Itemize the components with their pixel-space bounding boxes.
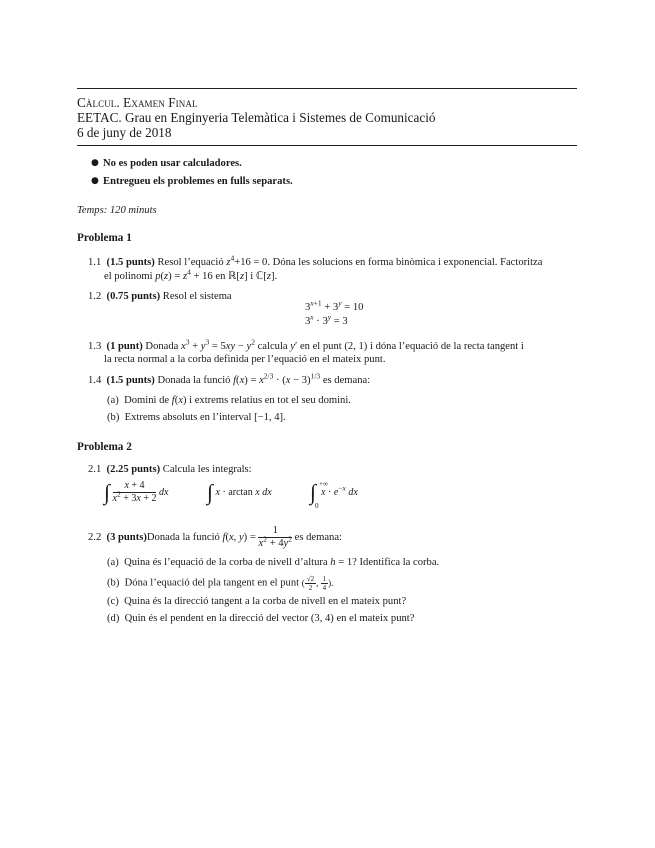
item-text: .: [283, 412, 286, 423]
item-label: (b): [107, 412, 120, 423]
math: $p(z) = z^4 + 16$: [155, 267, 213, 282]
item-text: Dóna l’equació del pla tangent en el punt: [124, 577, 300, 589]
math: (2, 1): [344, 341, 368, 352]
item-label: (c): [107, 596, 119, 607]
question-points: (1 punt): [106, 341, 143, 352]
item-text: Domini de: [124, 395, 170, 406]
item-label: (d): [107, 613, 120, 624]
item-text: en el mateix punt?: [336, 613, 415, 624]
question-text: Donada la funció: [146, 531, 220, 543]
question-2-2-b: [107, 575, 333, 592]
instruction-item: No es poden usar calculadores.: [103, 158, 242, 169]
item-text: Quina és l’equació de la corba de nivell d’altura: [124, 557, 328, 568]
question-text: Calcula les integrals:: [162, 464, 252, 475]
integral-sign-icon: ∫: [310, 479, 317, 505]
question-number: 1.3: [88, 341, 102, 352]
school-line: EETAC. Grau en Enginyeria Telemàtica i Sistemes de Comunicació: [77, 110, 436, 125]
question-1-2: [88, 290, 232, 303]
time-limit: Temps: 120 minuts: [77, 205, 157, 216]
math: $z^4+16 = 0$.: [226, 253, 271, 268]
question-1-3: [88, 337, 524, 353]
math: $f(x) = x^{2/3} \cdot (x - 3)^{1/3}$: [233, 371, 321, 386]
item-text: Quin és el pendent en la direcció del vector: [124, 613, 309, 624]
integral-1: ∫ $\frac{x + 4}{x^2 + 3x + 2}$ dx: [104, 479, 169, 505]
math: $x^3 + y^3 = 5xy - y^2$: [181, 337, 255, 352]
question-number: 1.4: [88, 375, 102, 386]
question-text: i: [250, 271, 254, 282]
question-2-1: [88, 463, 252, 476]
question-points: (2.25 punts): [106, 464, 161, 475]
question-text: Dóna les solucions en forma binòmica i exponencial. Factoritza: [272, 257, 543, 268]
exam-date: 6 de juny de 2018: [77, 125, 172, 140]
question-text: Resol el sistema: [162, 291, 232, 302]
math: h = 1: [330, 557, 353, 568]
question-1-3-cont: la recta normal a la corba definida per l’equació en el mateix punt.: [104, 354, 386, 365]
integral-2: ∫ x · arctan x dx: [207, 479, 272, 505]
question-text: es demana:: [294, 531, 342, 543]
math: ℂ[z].: [255, 271, 278, 282]
integral-sign-icon: ∫: [104, 479, 111, 505]
math: ( $\frac{√2}{2}$ , $\frac{1}{4}$ ).: [301, 575, 334, 592]
question-text: el polinomi: [104, 271, 153, 282]
math: y′: [290, 341, 298, 352]
question-text: es demana:: [322, 375, 371, 386]
bullet-icon: ●: [91, 176, 99, 186]
math: f(x): [171, 395, 187, 406]
system-eq-1: $3^{x+1} + 3^y = 10$: [305, 298, 364, 313]
question-number: 2.2: [88, 531, 102, 543]
question-2-2: [88, 525, 342, 550]
question-1-1: [88, 253, 543, 269]
item-label: (b): [107, 577, 120, 589]
top-rule: [77, 88, 577, 89]
question-1-4-a: [107, 394, 351, 407]
instruction-item: Entregueu els problemes en fulls separats.: [103, 176, 293, 187]
question-points: (1.5 punts): [106, 257, 155, 268]
question-points: (1.5 punts): [106, 375, 155, 386]
system-eq-2: $3^x \cdot 3^y = 3$: [305, 312, 348, 327]
math: (3, 4): [310, 613, 334, 624]
bullet-icon: ●: [91, 158, 99, 168]
question-number: 1.2: [88, 291, 102, 302]
math: [−1, 4]: [254, 412, 284, 423]
question-number: 1.1: [88, 257, 102, 268]
question-text: en: [215, 271, 226, 282]
course-title: Càlcul. Examen Final: [77, 95, 198, 110]
question-1-4-b: [107, 411, 286, 424]
question-1-1-cont: [104, 267, 278, 283]
item-text: Extrems absoluts en l’interval: [124, 412, 252, 423]
question-text: calcula: [257, 341, 288, 352]
question-1-4: [88, 371, 371, 387]
item-label: (a): [107, 395, 119, 406]
question-points: (0.75 punts): [106, 291, 161, 302]
question-text: Donada: [145, 341, 179, 352]
math: f(x, y) = $\frac{1}{x^2 + 4y^2}$: [222, 525, 292, 549]
question-number: 2.1: [88, 464, 102, 475]
item-text: ? Identifica la corba.: [352, 557, 440, 568]
question-points: (3 punts): [106, 531, 147, 543]
problem-1-title: Problema 1: [77, 232, 132, 244]
math: ℝ[z]: [228, 271, 248, 282]
item-label: (a): [107, 557, 119, 568]
problem-2-title: Problema 2: [77, 441, 132, 453]
question-text: i dóna l’equació de la recta tangent i: [369, 341, 524, 352]
fraction: $\frac{x + 4}{x^2 + 3x + 2}$: [112, 480, 157, 504]
item-text: i extrems relatius en tot el seu domini.: [189, 395, 351, 406]
question-2-2-a: [107, 556, 439, 569]
question-2-2-c: [107, 595, 406, 608]
integral-sign-icon: ∫: [207, 479, 214, 505]
header-rule: [77, 145, 577, 146]
integral-3: ∫ +∞ 0 $x \cdot e^{-x}$ dx: [310, 479, 358, 510]
question-2-2-d: [107, 612, 414, 625]
question-text: Resol l’equació: [157, 257, 224, 268]
question-text: Donada la funció: [157, 375, 231, 386]
question-text: en el punt: [299, 341, 342, 352]
item-text: Quina és la direcció tangent a la corba de nivell en el mateix punt?: [124, 596, 407, 607]
